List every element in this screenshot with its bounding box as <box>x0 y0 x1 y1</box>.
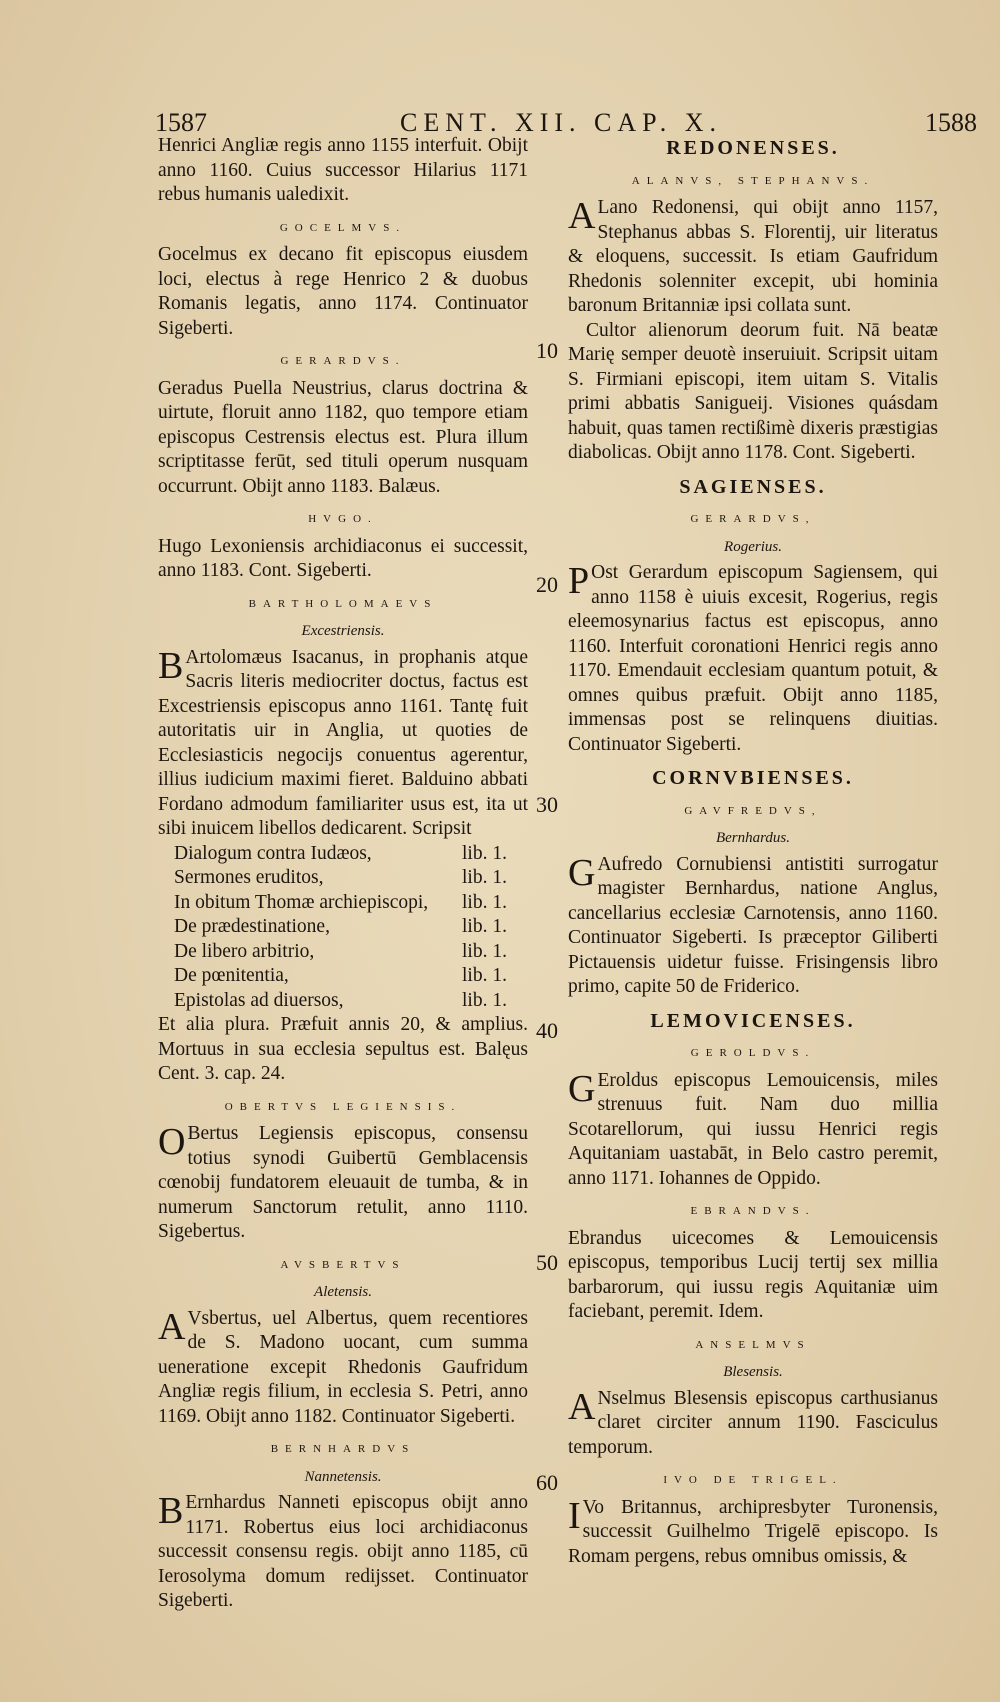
work-item: Dialogum contra Iudæos, lib. 1. <box>174 842 507 864</box>
entry-body: Vo Britannus, archipresbyter Turonensis, successit Guilhelmo Trigelē episcopo. Is Romam pergens, rebus omnibus omissis, & <box>568 1496 938 1567</box>
entry-subtitle: Rogerius. <box>724 538 782 555</box>
entry-name: BERNHARDVS <box>270 1443 416 1455</box>
running-title: CENT. XII. CAP. X. <box>400 108 723 137</box>
entry-text <box>158 1122 528 1245</box>
entry-text <box>158 1491 528 1614</box>
entry-text <box>158 1307 528 1430</box>
right-column <box>568 134 938 1569</box>
line-number: 40 <box>536 1018 558 1043</box>
entry-text <box>568 561 938 757</box>
entry-name: BARTHOLOMAEVS <box>248 597 438 610</box>
entry-name: ALANVS, STEPHANVS. <box>631 174 875 187</box>
page-number-right: 1588 <box>925 108 977 137</box>
section-heading: REDONENSES. <box>666 137 840 159</box>
entry-name: GERARDVS, <box>690 513 816 525</box>
entry-name: EBRANDVS. <box>690 1205 816 1217</box>
entry-text <box>568 196 938 319</box>
left-column <box>158 134 528 1614</box>
section-heading: CORNVBIENSES. <box>652 767 854 789</box>
work-item: In obitum Thomæ archiepiscopi, lib. 1. <box>174 891 507 913</box>
drop-cap: I <box>568 1494 581 1537</box>
entry-name: GERARDVS. <box>280 355 406 367</box>
drop-cap: O <box>158 1121 186 1163</box>
entry-text <box>568 1496 938 1570</box>
line-number: 10 <box>536 338 558 363</box>
entry-body: Bertus Legiensis episcopus, consensu totius synodi Guibertū Gemblacensis cœnobij fundatorem eleuauit de tumba, & in numerum Sanctorum retulit, anno 1110. Sigebertus. <box>158 1123 528 1242</box>
entry-name: GOCELMVS. <box>279 221 407 234</box>
entry-text: Gocelmus ex decano fit episcopus eiusdem loci, electus à rege Henrico 2 & duobus Romanis legatis, anno 1174. Continuator Sigeberti. <box>158 244 528 339</box>
entry-text <box>568 853 938 1000</box>
drop-cap: B <box>158 1490 184 1532</box>
drop-cap: P <box>568 560 590 602</box>
entry-subtitle: Nannetensis. <box>304 1468 382 1485</box>
work-item: De pœnitentia, lib. 1. <box>174 965 507 986</box>
entry-body: Ost Gerardum episcopum Sagiensem, qui anno 1158 è uiuis excesit, Rogerius, regis eleemosynarius factus est episcopus, anno 1160. Interfuit coronationi Henrici regis anno 1170. Emendauit ecclesiam quantum potuit, & omnes quibus præfuit. Obijt anno 1185, immensas post se relinquens diuitias. Continuator Sigeberti. <box>568 562 938 755</box>
entry-body: Artolomæus Isacanus, in prophanis atque Sacris literis mediocriter doctus, factus est Excestriensis episcopus anno 1161. Tantę fuit autoritatis uir in Anglia, ut quoties de Ecclesiasticis negocijs conuentus agerentur, illius iudicium maximi fieret. Balduino abbati Fordano admodum familiariter usus est, ita ut sibi inuicem libellos dedicarent. Scripsit <box>158 646 528 839</box>
entry-body: Ernhardus Nanneti episcopus obijt anno 1171. Robertus eius loci archidiaconus successit consensu regis. obijt anno 1185, cū Ierosolyma domum redijsset. Continuator Sigeberti. <box>158 1492 528 1611</box>
entry-body: Aufredo Cornubiensi antistiti surrogatur magister Bernhardus, natione Anglus, cancellarius ecclesiæ Carnotensis, anno 1160. Continuator Sigeberti. Is præceptor Giliberti Pictauensis uidetur fuisse. Frisingensis libro primo, capite 50 de Friderico. <box>568 853 938 997</box>
line-number: 50 <box>536 1250 558 1275</box>
entry-name: ANSELMVS <box>695 1338 811 1351</box>
entry-text: Et alia plura. Præfuit annis 20, & amplius. Mortuus in sua ecclesia sepultus est. Balęus Cent. 3. cap. 24. <box>158 1014 528 1084</box>
work-item: Sermones eruditos, lib. 1. <box>174 867 507 888</box>
entry-subtitle: Excestriensis. <box>301 623 385 639</box>
entry-body: Lano Redonensi, qui obijt anno 1157, Stephanus abbas S. Florentij, uir literatus & eloquens, successit. Is etiam Gaufridum Rhedonis solenniter excepit, ubi hominia baronum Britanniæ ipsi collata sunt. <box>568 197 938 316</box>
work-item: Epistolas ad diuersos, lib. 1. <box>174 989 507 1011</box>
drop-cap: G <box>568 1067 596 1110</box>
line-number: 60 <box>536 1470 558 1495</box>
work-item: De prædestinatione, lib. 1. <box>174 916 507 937</box>
section-heading: LEMOVICENSES. <box>650 1009 856 1032</box>
drop-cap: A <box>568 1385 596 1428</box>
page-number-left: 1587 <box>155 108 207 137</box>
drop-cap: B <box>158 644 184 687</box>
opening-paragraph: Henrici Angliæ regis anno 1155 interfuit. Obijt anno 1160. Cuius successor Hilarius 1171 rebus humanis ualedixit. <box>158 135 528 205</box>
section-heading: SAGIENSES. <box>679 475 827 498</box>
entry-name: GAVFREDVS, <box>684 804 822 817</box>
drop-cap: A <box>568 195 596 237</box>
entry-name: GEROLDVS. <box>690 1047 816 1059</box>
entry-body: Eroldus episcopus Lemouicensis, miles strenuus fuit. Nam duo millia Scotarellorum, qui iussu Henrici regis Aquitaniam uastabāt, in Belo castro peremit, anno 1171. Iohannes de Oppido. <box>568 1069 938 1189</box>
entry-text: Ebrandus uicecomes & Lemouicensis episcopus, temporibus Lucij tertij sex millia barbarorum, qui iussu regis Aquitaniæ uim faciebant, peremit. Idem. <box>568 1227 938 1322</box>
entry-name: HVGO. <box>308 513 378 525</box>
entry-body: Nselmus Blesensis episcopus carthusianus claret circiter annum 1190. Fasciculus temporum. <box>568 1387 938 1458</box>
entry-text <box>568 1069 938 1192</box>
entry-name: OBERTVS LEGIENSIS. <box>224 1100 462 1113</box>
entry-text: Hugo Lexoniensis archidiaconus ei successit, anno 1183. Cont. Sigeberti. <box>158 535 528 581</box>
drop-cap: A <box>158 1305 186 1348</box>
entry-text: Cultor alienorum deorum fuit. Nā beatæ Marię semper deuotè inseruiuit. Scripsit uitam S. Firmiani episcopi, item uitam S. Vitalis primi abbatis Sanigueij. Visiones quásdam habuit, quas tamen rectißimè dixeris præstigias diabolicas. Obijt anno 1178. Cont. Sigeberti. <box>568 319 938 463</box>
entry-subtitle: Aletensis. <box>314 1284 372 1300</box>
entry-text <box>568 1387 938 1461</box>
entry-name: AVSBERTVS <box>280 1258 406 1271</box>
entry-name: IVO DE TRIGEL. <box>663 1474 843 1486</box>
work-item: De libero arbitrio, lib. 1. <box>174 940 507 962</box>
entry-text <box>158 646 528 842</box>
line-number: 20 <box>536 572 558 597</box>
drop-cap: G <box>568 851 596 894</box>
entry-subtitle: Bernhardus. <box>715 830 791 846</box>
works-list <box>158 842 528 1014</box>
entry-subtitle: Blesensis. <box>723 1364 783 1380</box>
line-number: 30 <box>536 792 558 817</box>
entry-text: Geradus Puella Neustrius, clarus doctrina & uirtute, floruit anno 1182, quo tempore etiam episcopus Cestrensis electus est. Plura illum scriptitasse ferūt, sed tituli operum nusquam occurrunt. Obijt anno 1183. Balæus. <box>158 377 528 497</box>
entry-body: Vsbertus, uel Albertus, quem recentiores de S. Madono uocant, cum summa ueneratione excepit Rhedonis Gaufridum Angliæ regis filium, in ecclesia S. Petri, anno 1169. Obijt anno 1182. Continuator Sigeberti. <box>158 1307 528 1427</box>
